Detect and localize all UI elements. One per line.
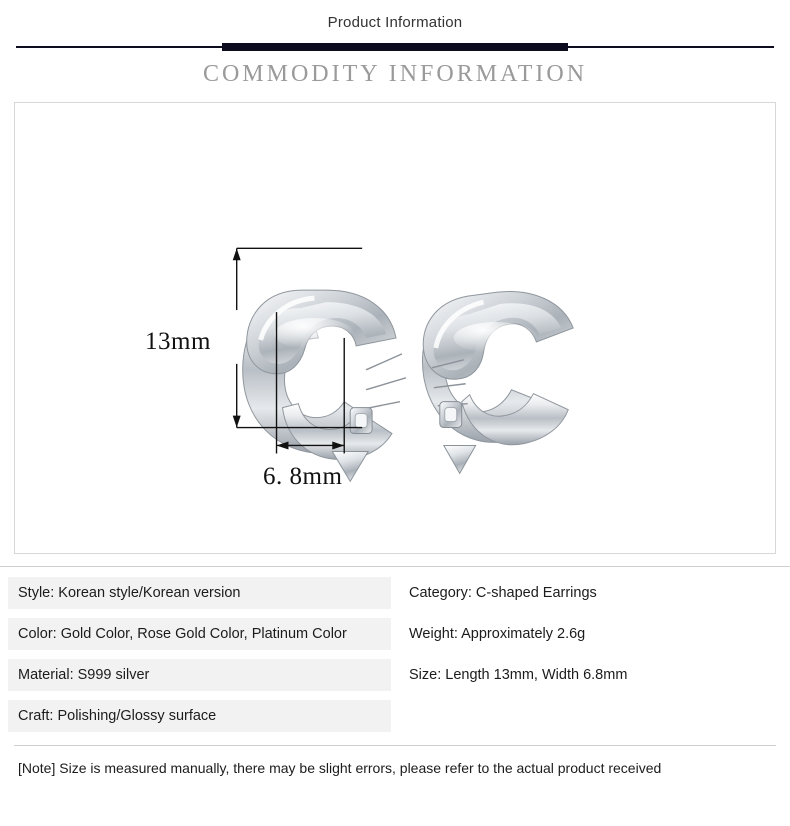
width-dimension-label: 6. 8mm (263, 463, 343, 490)
note-divider (14, 745, 776, 746)
page-header (0, 0, 790, 88)
earring-right (423, 291, 574, 473)
header-rule-thick (222, 43, 568, 51)
spec-row-color: Color: Gold Color, Rose Gold Color, Platinum Color (8, 618, 391, 650)
product-image-panel (14, 102, 776, 554)
spec-top-divider (0, 566, 790, 567)
page-title: Product Information (327, 14, 463, 31)
product-diagram (15, 103, 775, 553)
spec-row-weight: Weight: Approximately 2.6g (399, 618, 782, 650)
spec-row-size: Size: Length 13mm, Width 6.8mm (399, 659, 782, 691)
spec-column-left (8, 577, 395, 741)
spec-column-right (395, 577, 782, 741)
spec-row-category: Category: C-shaped Earrings (399, 577, 782, 609)
height-dimension-label: 13mm (145, 328, 211, 355)
specification-table (0, 577, 790, 741)
commodity-information-heading: COMMODITY INFORMATION (202, 61, 588, 87)
spec-row-material: Material: S999 silver (8, 659, 391, 691)
spec-row-spacer (399, 700, 782, 732)
earring-left (243, 290, 406, 481)
measurement-note: [Note] Size is measured manually, there may be slight errors, please refer to the actual product received (18, 760, 662, 776)
spec-row-style: Style: Korean style/Korean version (8, 577, 391, 609)
spec-row-craft: Craft: Polishing/Glossy surface (8, 700, 391, 732)
header-rule (0, 43, 790, 51)
